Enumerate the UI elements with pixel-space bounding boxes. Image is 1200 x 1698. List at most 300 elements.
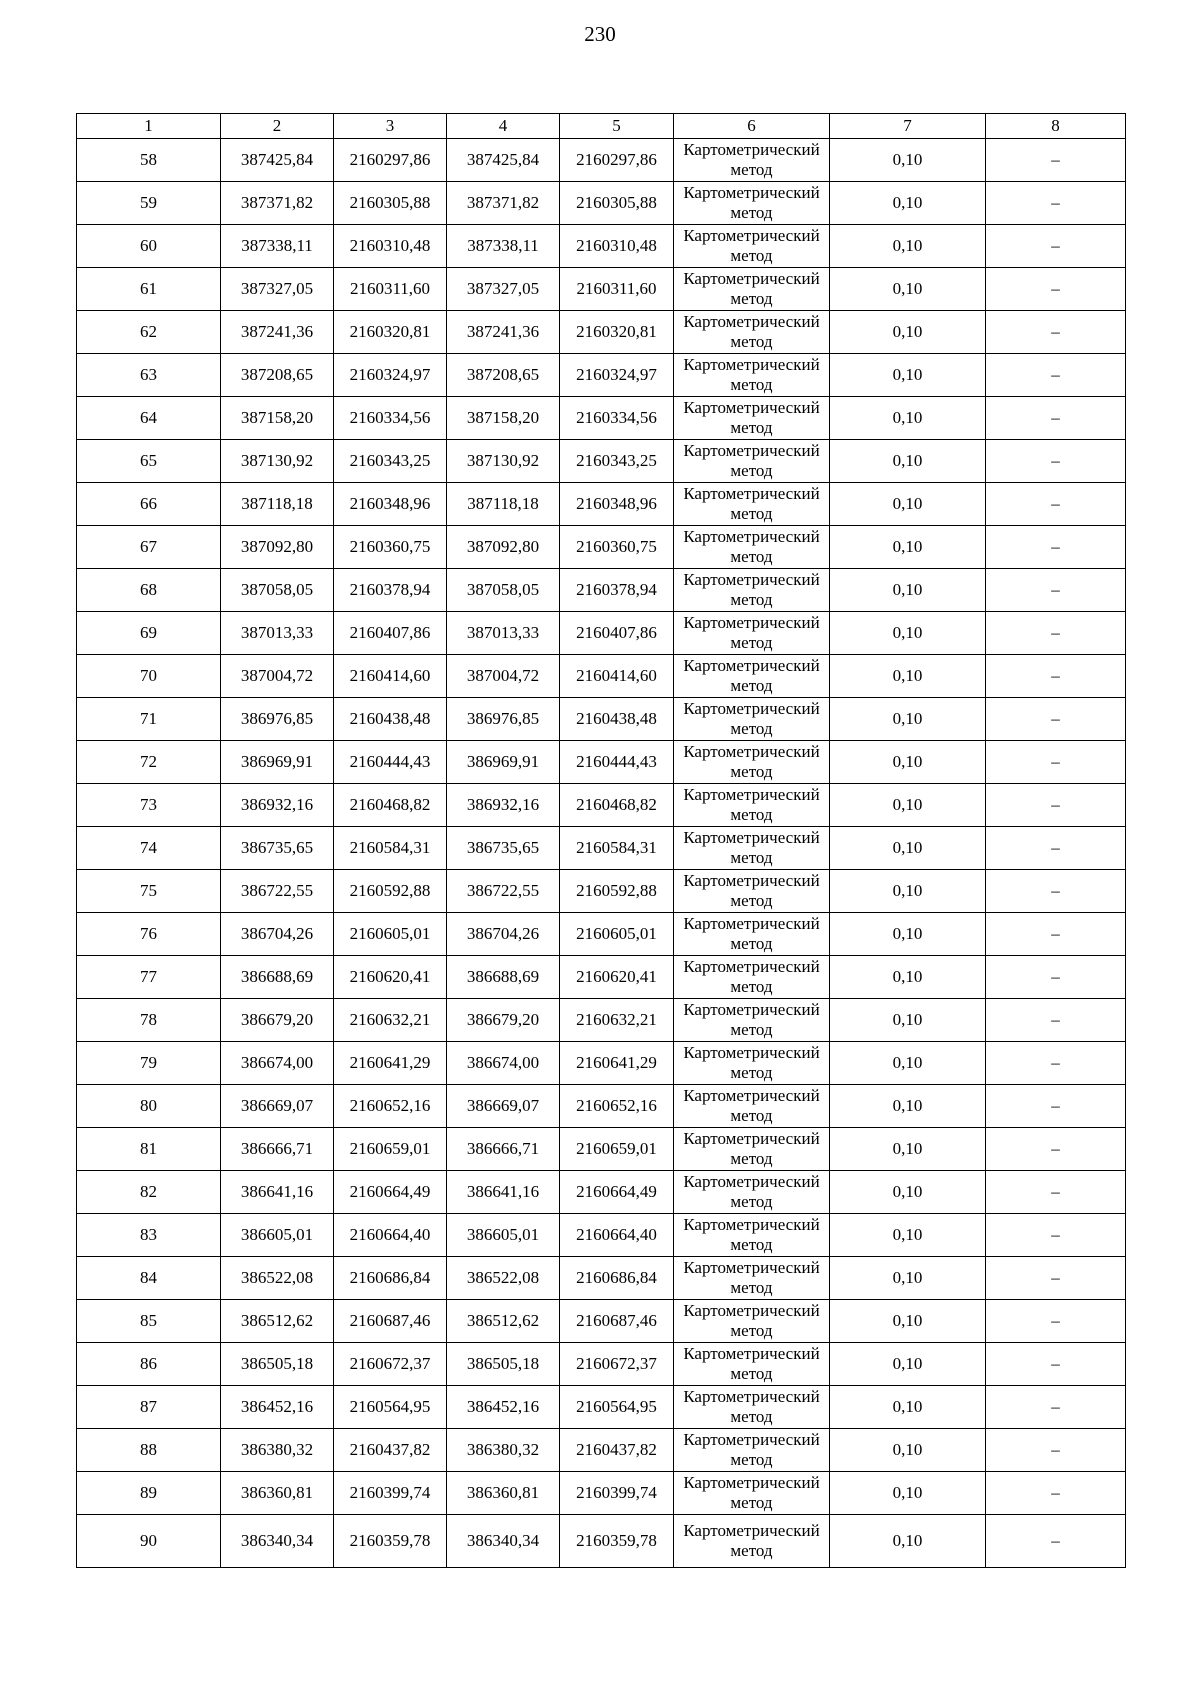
x-refined-cell: 386674,00 <box>447 1042 560 1085</box>
note-cell: – <box>986 569 1126 612</box>
table-row <box>77 354 1126 397</box>
y-existing-cell: 2160672,37 <box>334 1343 447 1386</box>
point-number-cell: 71 <box>77 698 221 741</box>
x-existing-cell: 387208,65 <box>221 354 334 397</box>
point-number-cell: 84 <box>77 1257 221 1300</box>
y-refined-cell: 2160438,48 <box>560 698 674 741</box>
note-cell: – <box>986 311 1126 354</box>
method-cell: Картометрический метод <box>674 1214 830 1257</box>
x-refined-cell: 386505,18 <box>447 1343 560 1386</box>
y-existing-cell: 2160664,40 <box>334 1214 447 1257</box>
y-existing-cell: 2160468,82 <box>334 784 447 827</box>
method-cell: Картометрический метод <box>674 698 830 741</box>
accuracy-cell: 0,10 <box>830 354 986 397</box>
y-existing-cell: 2160652,16 <box>334 1085 447 1128</box>
method-cell: Картометрический метод <box>674 956 830 999</box>
accuracy-cell: 0,10 <box>830 870 986 913</box>
point-number-cell: 90 <box>77 1515 221 1568</box>
x-existing-cell: 386666,71 <box>221 1128 334 1171</box>
x-refined-cell: 386669,07 <box>447 1085 560 1128</box>
x-refined-cell: 386722,55 <box>447 870 560 913</box>
y-existing-cell: 2160564,95 <box>334 1386 447 1429</box>
y-refined-cell: 2160652,16 <box>560 1085 674 1128</box>
y-existing-cell: 2160399,74 <box>334 1472 447 1515</box>
accuracy-cell: 0,10 <box>830 1300 986 1343</box>
table-row <box>77 698 1126 741</box>
method-cell: Картометрический метод <box>674 139 830 182</box>
accuracy-cell: 0,10 <box>830 569 986 612</box>
y-refined-cell: 2160437,82 <box>560 1429 674 1472</box>
method-cell: Картометрический метод <box>674 913 830 956</box>
x-existing-cell: 386522,08 <box>221 1257 334 1300</box>
point-number-cell: 88 <box>77 1429 221 1472</box>
x-existing-cell: 386380,32 <box>221 1429 334 1472</box>
x-refined-cell: 387092,80 <box>447 526 560 569</box>
method-cell: Картометрический метод <box>674 1171 830 1214</box>
table-row <box>77 526 1126 569</box>
point-number-cell: 87 <box>77 1386 221 1429</box>
note-cell: – <box>986 354 1126 397</box>
note-cell: – <box>986 1257 1126 1300</box>
y-refined-cell: 2160564,95 <box>560 1386 674 1429</box>
y-refined-cell: 2160359,78 <box>560 1515 674 1568</box>
table-row <box>77 225 1126 268</box>
y-existing-cell: 2160592,88 <box>334 870 447 913</box>
x-refined-cell: 387013,33 <box>447 612 560 655</box>
point-number-cell: 83 <box>77 1214 221 1257</box>
table-row <box>77 1128 1126 1171</box>
point-number-cell: 69 <box>77 612 221 655</box>
accuracy-cell: 0,10 <box>830 268 986 311</box>
x-existing-cell: 386722,55 <box>221 870 334 913</box>
table-body <box>77 139 1126 1568</box>
x-existing-cell: 387058,05 <box>221 569 334 612</box>
x-refined-cell: 387208,65 <box>447 354 560 397</box>
point-number-cell: 70 <box>77 655 221 698</box>
method-cell: Картометрический метод <box>674 1472 830 1515</box>
note-cell: – <box>986 1300 1126 1343</box>
accuracy-cell: 0,10 <box>830 1472 986 1515</box>
accuracy-cell: 0,10 <box>830 827 986 870</box>
accuracy-cell: 0,10 <box>830 1171 986 1214</box>
x-existing-cell: 387241,36 <box>221 311 334 354</box>
y-refined-cell: 2160378,94 <box>560 569 674 612</box>
y-refined-cell: 2160310,48 <box>560 225 674 268</box>
x-existing-cell: 387158,20 <box>221 397 334 440</box>
method-cell: Картометрический метод <box>674 1042 830 1085</box>
point-number-cell: 74 <box>77 827 221 870</box>
method-cell: Картометрический метод <box>674 827 830 870</box>
x-existing-cell: 387118,18 <box>221 483 334 526</box>
accuracy-cell: 0,10 <box>830 1257 986 1300</box>
table-row <box>77 741 1126 784</box>
accuracy-cell: 0,10 <box>830 1386 986 1429</box>
y-refined-cell: 2160334,56 <box>560 397 674 440</box>
y-existing-cell: 2160444,43 <box>334 741 447 784</box>
note-cell: – <box>986 440 1126 483</box>
point-number-cell: 75 <box>77 870 221 913</box>
table-row <box>77 440 1126 483</box>
y-existing-cell: 2160297,86 <box>334 139 447 182</box>
table-row <box>77 1343 1126 1386</box>
x-existing-cell: 386679,20 <box>221 999 334 1042</box>
y-existing-cell: 2160334,56 <box>334 397 447 440</box>
point-number-cell: 58 <box>77 139 221 182</box>
point-number-cell: 62 <box>77 311 221 354</box>
y-refined-cell: 2160687,46 <box>560 1300 674 1343</box>
point-number-cell: 85 <box>77 1300 221 1343</box>
y-refined-cell: 2160444,43 <box>560 741 674 784</box>
point-number-cell: 64 <box>77 397 221 440</box>
x-existing-cell: 386512,62 <box>221 1300 334 1343</box>
x-refined-cell: 386679,20 <box>447 999 560 1042</box>
x-existing-cell: 386976,85 <box>221 698 334 741</box>
note-cell: – <box>986 1085 1126 1128</box>
method-cell: Картометрический метод <box>674 1429 830 1472</box>
x-refined-cell: 387158,20 <box>447 397 560 440</box>
x-refined-cell: 387241,36 <box>447 311 560 354</box>
note-cell: – <box>986 913 1126 956</box>
note-cell: – <box>986 1343 1126 1386</box>
y-existing-cell: 2160311,60 <box>334 268 447 311</box>
point-number-cell: 77 <box>77 956 221 999</box>
method-cell: Картометрический метод <box>674 1300 830 1343</box>
table-row <box>77 1257 1126 1300</box>
x-existing-cell: 387013,33 <box>221 612 334 655</box>
y-refined-cell: 2160348,96 <box>560 483 674 526</box>
point-number-cell: 86 <box>77 1343 221 1386</box>
x-existing-cell: 387092,80 <box>221 526 334 569</box>
x-existing-cell: 386969,91 <box>221 741 334 784</box>
point-number-cell: 67 <box>77 526 221 569</box>
x-existing-cell: 387371,82 <box>221 182 334 225</box>
x-existing-cell: 386704,26 <box>221 913 334 956</box>
point-number-cell: 59 <box>77 182 221 225</box>
note-cell: – <box>986 1128 1126 1171</box>
x-refined-cell: 386976,85 <box>447 698 560 741</box>
y-existing-cell: 2160659,01 <box>334 1128 447 1171</box>
point-number-cell: 61 <box>77 268 221 311</box>
y-existing-cell: 2160438,48 <box>334 698 447 741</box>
header-row <box>77 114 1126 139</box>
x-refined-cell: 387130,92 <box>447 440 560 483</box>
y-refined-cell: 2160343,25 <box>560 440 674 483</box>
table-row <box>77 483 1126 526</box>
y-existing-cell: 2160305,88 <box>334 182 447 225</box>
x-refined-cell: 387327,05 <box>447 268 560 311</box>
accuracy-cell: 0,10 <box>830 655 986 698</box>
point-number-cell: 76 <box>77 913 221 956</box>
table-row <box>77 182 1126 225</box>
table-row <box>77 784 1126 827</box>
accuracy-cell: 0,10 <box>830 1214 986 1257</box>
accuracy-cell: 0,10 <box>830 612 986 655</box>
coordinates-table <box>76 113 1126 1568</box>
y-existing-cell: 2160310,48 <box>334 225 447 268</box>
x-existing-cell: 386452,16 <box>221 1386 334 1429</box>
accuracy-cell: 0,10 <box>830 913 986 956</box>
point-number-cell: 80 <box>77 1085 221 1128</box>
column-header: 4 <box>447 114 560 139</box>
accuracy-cell: 0,10 <box>830 956 986 999</box>
accuracy-cell: 0,10 <box>830 311 986 354</box>
table-row <box>77 569 1126 612</box>
y-refined-cell: 2160414,60 <box>560 655 674 698</box>
note-cell: – <box>986 698 1126 741</box>
y-refined-cell: 2160686,84 <box>560 1257 674 1300</box>
y-existing-cell: 2160359,78 <box>334 1515 447 1568</box>
accuracy-cell: 0,10 <box>830 698 986 741</box>
point-number-cell: 73 <box>77 784 221 827</box>
table-row <box>77 827 1126 870</box>
accuracy-cell: 0,10 <box>830 1429 986 1472</box>
method-cell: Картометрический метод <box>674 870 830 913</box>
note-cell: – <box>986 1515 1126 1568</box>
y-existing-cell: 2160348,96 <box>334 483 447 526</box>
x-existing-cell: 386641,16 <box>221 1171 334 1214</box>
x-existing-cell: 386735,65 <box>221 827 334 870</box>
y-refined-cell: 2160407,86 <box>560 612 674 655</box>
accuracy-cell: 0,10 <box>830 999 986 1042</box>
x-existing-cell: 386505,18 <box>221 1343 334 1386</box>
point-number-cell: 79 <box>77 1042 221 1085</box>
point-number-cell: 60 <box>77 225 221 268</box>
x-refined-cell: 387118,18 <box>447 483 560 526</box>
x-existing-cell: 386360,81 <box>221 1472 334 1515</box>
table-row <box>77 612 1126 655</box>
method-cell: Картометрический метод <box>674 784 830 827</box>
y-existing-cell: 2160620,41 <box>334 956 447 999</box>
x-existing-cell: 386932,16 <box>221 784 334 827</box>
table-row <box>77 397 1126 440</box>
table-row <box>77 1214 1126 1257</box>
y-existing-cell: 2160632,21 <box>334 999 447 1042</box>
table-row <box>77 1042 1126 1085</box>
x-refined-cell: 386522,08 <box>447 1257 560 1300</box>
y-refined-cell: 2160592,88 <box>560 870 674 913</box>
table-row <box>77 1300 1126 1343</box>
x-refined-cell: 386340,34 <box>447 1515 560 1568</box>
y-existing-cell: 2160584,31 <box>334 827 447 870</box>
y-existing-cell: 2160605,01 <box>334 913 447 956</box>
accuracy-cell: 0,10 <box>830 741 986 784</box>
method-cell: Картометрический метод <box>674 1515 830 1568</box>
table-row <box>77 1515 1126 1568</box>
y-refined-cell: 2160311,60 <box>560 268 674 311</box>
method-cell: Картометрический метод <box>674 225 830 268</box>
x-existing-cell: 386340,34 <box>221 1515 334 1568</box>
note-cell: – <box>986 225 1126 268</box>
y-refined-cell: 2160468,82 <box>560 784 674 827</box>
note-cell: – <box>986 827 1126 870</box>
method-cell: Картометрический метод <box>674 440 830 483</box>
x-refined-cell: 386932,16 <box>447 784 560 827</box>
note-cell: – <box>986 870 1126 913</box>
point-number-cell: 65 <box>77 440 221 483</box>
method-cell: Картометрический метод <box>674 311 830 354</box>
table-row <box>77 1429 1126 1472</box>
point-number-cell: 78 <box>77 999 221 1042</box>
accuracy-cell: 0,10 <box>830 526 986 569</box>
x-refined-cell: 387004,72 <box>447 655 560 698</box>
x-refined-cell: 386969,91 <box>447 741 560 784</box>
x-refined-cell: 387058,05 <box>447 569 560 612</box>
note-cell: – <box>986 526 1126 569</box>
note-cell: – <box>986 999 1126 1042</box>
note-cell: – <box>986 268 1126 311</box>
method-cell: Картометрический метод <box>674 655 830 698</box>
point-number-cell: 68 <box>77 569 221 612</box>
x-refined-cell: 386605,01 <box>447 1214 560 1257</box>
x-existing-cell: 387004,72 <box>221 655 334 698</box>
accuracy-cell: 0,10 <box>830 1343 986 1386</box>
point-number-cell: 89 <box>77 1472 221 1515</box>
table-row <box>77 311 1126 354</box>
method-cell: Картометрический метод <box>674 569 830 612</box>
y-existing-cell: 2160664,49 <box>334 1171 447 1214</box>
y-refined-cell: 2160659,01 <box>560 1128 674 1171</box>
table-row <box>77 655 1126 698</box>
y-refined-cell: 2160620,41 <box>560 956 674 999</box>
accuracy-cell: 0,10 <box>830 225 986 268</box>
x-refined-cell: 386360,81 <box>447 1472 560 1515</box>
note-cell: – <box>986 1472 1126 1515</box>
note-cell: – <box>986 1386 1126 1429</box>
table-row <box>77 870 1126 913</box>
note-cell: – <box>986 397 1126 440</box>
x-refined-cell: 386688,69 <box>447 956 560 999</box>
y-refined-cell: 2160399,74 <box>560 1472 674 1515</box>
note-cell: – <box>986 741 1126 784</box>
note-cell: – <box>986 612 1126 655</box>
method-cell: Картометрический метод <box>674 1085 830 1128</box>
column-header: 7 <box>830 114 986 139</box>
x-existing-cell: 387338,11 <box>221 225 334 268</box>
y-refined-cell: 2160584,31 <box>560 827 674 870</box>
x-existing-cell: 386674,00 <box>221 1042 334 1085</box>
note-cell: – <box>986 1429 1126 1472</box>
table-row <box>77 956 1126 999</box>
y-refined-cell: 2160605,01 <box>560 913 674 956</box>
table-row <box>77 1472 1126 1515</box>
y-existing-cell: 2160343,25 <box>334 440 447 483</box>
method-cell: Картометрический метод <box>674 1128 830 1171</box>
method-cell: Картометрический метод <box>674 1257 830 1300</box>
method-cell: Картометрический метод <box>674 526 830 569</box>
y-existing-cell: 2160414,60 <box>334 655 447 698</box>
method-cell: Картометрический метод <box>674 741 830 784</box>
note-cell: – <box>986 655 1126 698</box>
x-existing-cell: 387425,84 <box>221 139 334 182</box>
x-refined-cell: 387371,82 <box>447 182 560 225</box>
accuracy-cell: 0,10 <box>830 784 986 827</box>
y-existing-cell: 2160407,86 <box>334 612 447 655</box>
y-existing-cell: 2160641,29 <box>334 1042 447 1085</box>
y-refined-cell: 2160324,97 <box>560 354 674 397</box>
x-existing-cell: 386669,07 <box>221 1085 334 1128</box>
y-refined-cell: 2160641,29 <box>560 1042 674 1085</box>
y-refined-cell: 2160297,86 <box>560 139 674 182</box>
column-header: 3 <box>334 114 447 139</box>
column-header: 5 <box>560 114 674 139</box>
x-existing-cell: 386605,01 <box>221 1214 334 1257</box>
accuracy-cell: 0,10 <box>830 440 986 483</box>
note-cell: – <box>986 139 1126 182</box>
point-number-cell: 66 <box>77 483 221 526</box>
method-cell: Картометрический метод <box>674 999 830 1042</box>
table-row <box>77 1386 1126 1429</box>
method-cell: Картометрический метод <box>674 182 830 225</box>
table-row <box>77 1085 1126 1128</box>
note-cell: – <box>986 1042 1126 1085</box>
accuracy-cell: 0,10 <box>830 483 986 526</box>
point-number-cell: 81 <box>77 1128 221 1171</box>
note-cell: – <box>986 956 1126 999</box>
table-row <box>77 999 1126 1042</box>
x-refined-cell: 387425,84 <box>447 139 560 182</box>
note-cell: – <box>986 182 1126 225</box>
y-refined-cell: 2160664,40 <box>560 1214 674 1257</box>
method-cell: Картометрический метод <box>674 1386 830 1429</box>
column-header: 8 <box>986 114 1126 139</box>
x-refined-cell: 386380,32 <box>447 1429 560 1472</box>
accuracy-cell: 0,10 <box>830 1128 986 1171</box>
y-existing-cell: 2160437,82 <box>334 1429 447 1472</box>
accuracy-cell: 0,10 <box>830 139 986 182</box>
note-cell: – <box>986 1171 1126 1214</box>
y-refined-cell: 2160632,21 <box>560 999 674 1042</box>
method-cell: Картометрический метод <box>674 397 830 440</box>
x-existing-cell: 387327,05 <box>221 268 334 311</box>
point-number-cell: 82 <box>77 1171 221 1214</box>
table-row <box>77 1171 1126 1214</box>
y-existing-cell: 2160686,84 <box>334 1257 447 1300</box>
point-number-cell: 63 <box>77 354 221 397</box>
y-existing-cell: 2160687,46 <box>334 1300 447 1343</box>
y-refined-cell: 2160320,81 <box>560 311 674 354</box>
column-header: 2 <box>221 114 334 139</box>
column-header: 1 <box>77 114 221 139</box>
x-refined-cell: 387338,11 <box>447 225 560 268</box>
y-refined-cell: 2160672,37 <box>560 1343 674 1386</box>
y-existing-cell: 2160320,81 <box>334 311 447 354</box>
method-cell: Картометрический метод <box>674 1343 830 1386</box>
x-existing-cell: 386688,69 <box>221 956 334 999</box>
table-row <box>77 268 1126 311</box>
point-number-cell: 72 <box>77 741 221 784</box>
y-refined-cell: 2160360,75 <box>560 526 674 569</box>
method-cell: Картометрический метод <box>674 483 830 526</box>
accuracy-cell: 0,10 <box>830 397 986 440</box>
x-refined-cell: 386666,71 <box>447 1128 560 1171</box>
page-number: 230 <box>584 22 616 46</box>
x-existing-cell: 387130,92 <box>221 440 334 483</box>
accuracy-cell: 0,10 <box>830 1042 986 1085</box>
table-row <box>77 913 1126 956</box>
method-cell: Картометрический метод <box>674 268 830 311</box>
note-cell: – <box>986 1214 1126 1257</box>
method-cell: Картометрический метод <box>674 612 830 655</box>
y-existing-cell: 2160378,94 <box>334 569 447 612</box>
x-refined-cell: 386704,26 <box>447 913 560 956</box>
x-refined-cell: 386641,16 <box>447 1171 560 1214</box>
note-cell: – <box>986 784 1126 827</box>
table-row <box>77 139 1126 182</box>
note-cell: – <box>986 483 1126 526</box>
y-refined-cell: 2160664,49 <box>560 1171 674 1214</box>
method-cell: Картометрический метод <box>674 354 830 397</box>
y-existing-cell: 2160360,75 <box>334 526 447 569</box>
